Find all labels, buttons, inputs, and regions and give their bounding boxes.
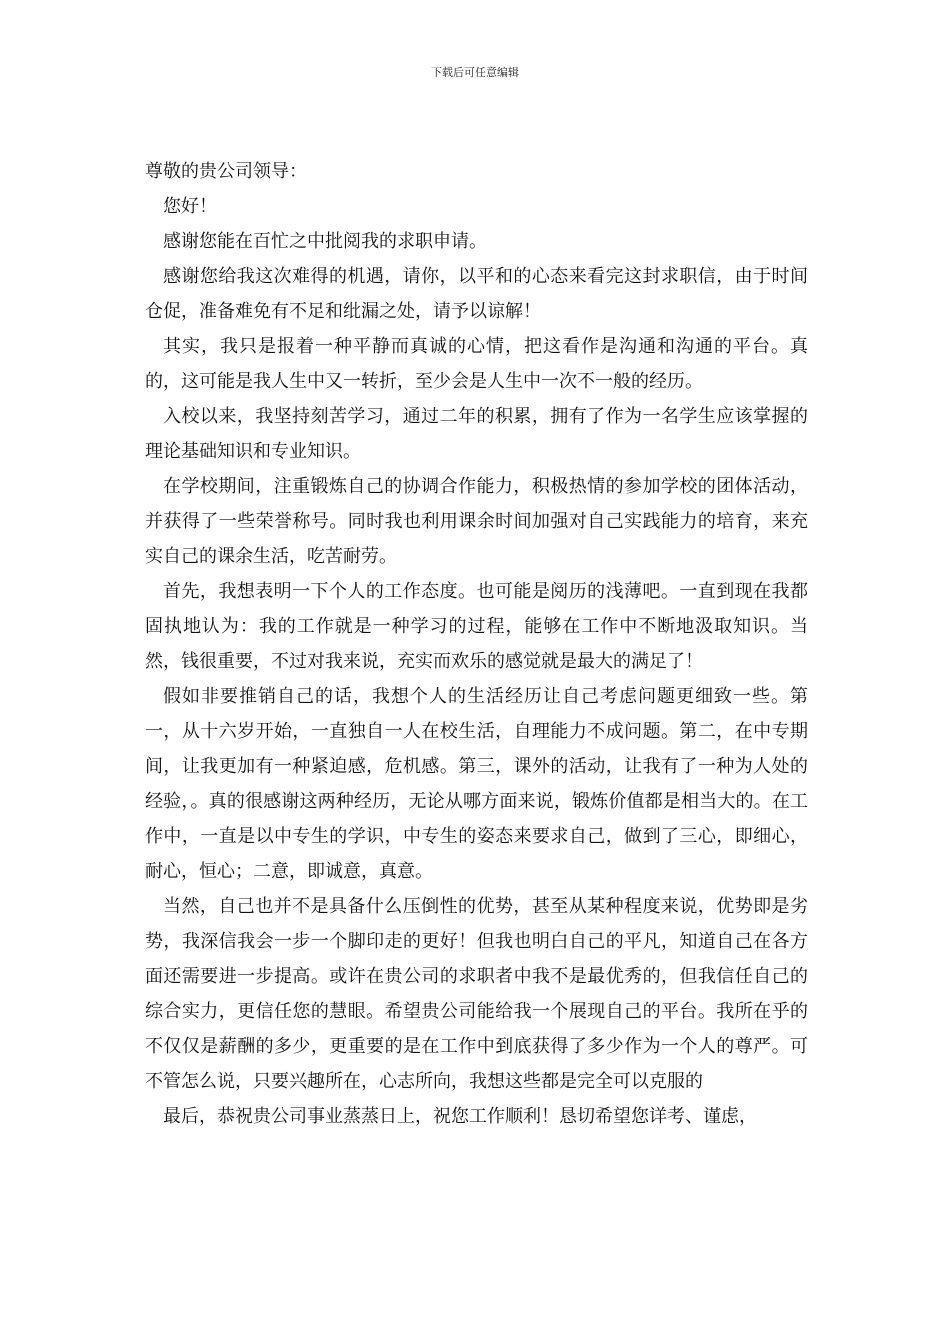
paragraph-sincerity: 其实，我只是报着一种平静而真诚的心情，把这看作是沟通和沟通的平台。真的，这可能是我人生中又一转折，至少会是人生中一次不一般的经历。 (145, 336, 808, 392)
header-note: 下载后可任意编辑 (431, 66, 519, 79)
paragraph-school-activities: 在学校期间，注重锻炼自己的协调合作能力，积极热情的参加学校的团体活动，并获得了一些荣誉称号。同时我也利用课余时间加强对自己实践能力的培育，来充实自己的课余生活，吃苦耐劳。 (145, 476, 808, 567)
paragraph-thanks: 感谢您能在百忙之中批阅我的求职申请。 (163, 231, 487, 252)
paragraph-greeting: 您好！ (163, 196, 217, 217)
letter-body (145, 154, 808, 1134)
paragraph-closing: 最后，恭祝贵公司事业蒸蒸日上，祝您工作顺利！恳切希望您详考、谨虑， (163, 1106, 757, 1127)
salutation: 尊敬的贵公司领导： (145, 161, 307, 182)
paragraph-experience: 假如非要推销自己的话，我想个人的生活经历让自己考虑问题更细致一些。第一，从十六岁开始，一直独自一人在校生活，自理能力不成问题。第二，在中专期间，让我更加有一种紧迫感，危机感。第三，课外的活动，让我有了一种为人处的经验，。真的很感谢这两种经历，无论从哪方面来说，锻炼价值都是相当大的。在工作中，一直是以中专生的学识，中专生的姿态来要求自己，做到了三心，即细心，耐心，恒心；二意，即诚意，真意。 (145, 686, 808, 882)
paragraph-opportunity: 感谢您给我这次难得的机遇，请你，以平和的心态来看完这封求职信，由于时间仓促，准备难免有不足和纰漏之处，请予以谅解！ (145, 266, 808, 322)
paragraph-work-attitude: 首先，我想表明一下个人的工作态度。也可能是阅历的浅薄吧。一直到现在我都固执地认为：我的工作就是一种学习的过程，能够在工作中不断地汲取知识。当然，钱很重要，不过对我来说，充实而欢乐的感觉就是最大的满足了！ (145, 581, 808, 672)
paragraph-study: 入校以来，我坚持刻苦学习，通过二年的积累，拥有了作为一名学生应该掌握的理论基础知识和专业知识。 (145, 406, 808, 462)
paragraph-self-assessment: 当然，自己也并不是具备什么压倒性的优势，甚至从某种程度来说，优势即是劣势，我深信我会一步一个脚印走的更好！但我也明白自己的平凡，知道自己在各方面还需要进一步提高。或许在贵公司的求职者中我不是最优秀的，但我信任自己的综合实力，更信任您的慧眼。希望贵公司能给我一个展现自己的平台。我所在乎的不仅仅是薪酬的多少，更重要的是在工作中到底获得了多少作为一个人的尊严。可不管怎么说，只要兴趣所在，心志所向，我想这些都是完全可以克服的 (145, 896, 808, 1092)
